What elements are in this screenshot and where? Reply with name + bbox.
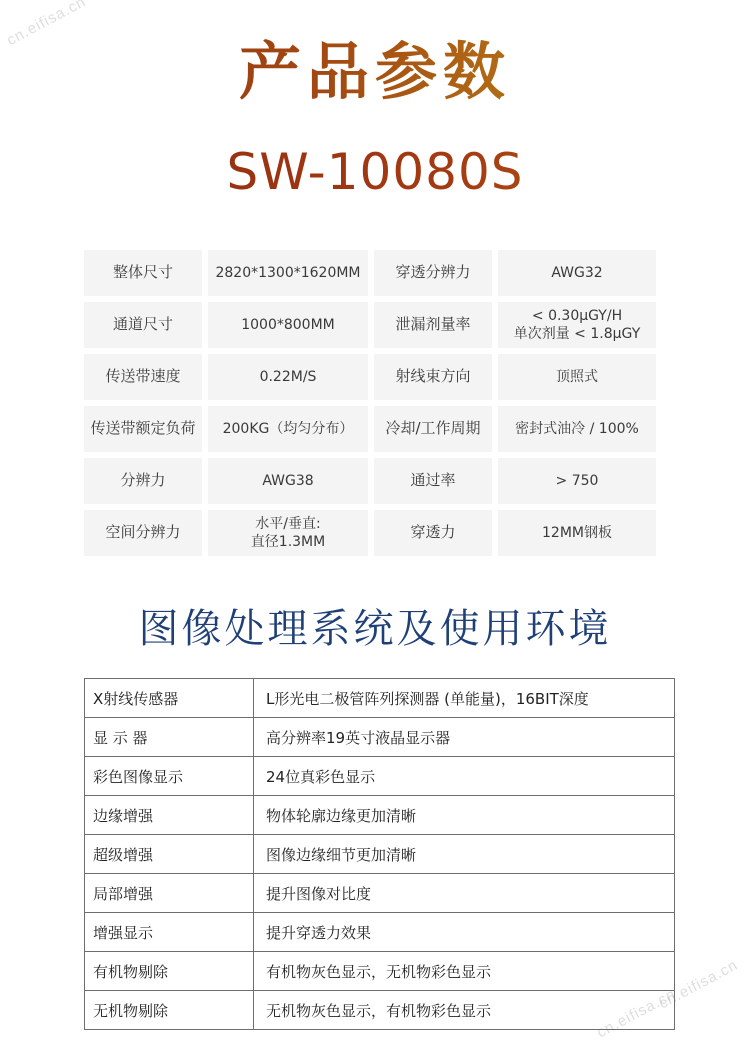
- spec-grid: [84, 250, 676, 562]
- spec-value: AWG38: [208, 458, 368, 504]
- spec-label: 通道尺寸: [84, 302, 202, 348]
- spec-label: 传送带额定负荷: [84, 406, 202, 452]
- table-value: 提升图像对比度: [254, 874, 675, 913]
- table-key: 彩色图像显示: [85, 757, 254, 796]
- spec-label: 通过率: [374, 458, 492, 504]
- table-value: 无机物灰色显示，有机物彩色显示: [254, 991, 675, 1030]
- table-row: [85, 679, 675, 718]
- spec-value: 1000*800MM: [208, 302, 368, 348]
- table-key: 局部增强: [85, 874, 254, 913]
- table-key: X射线传感器: [85, 679, 254, 718]
- table-key: 超级增强: [85, 835, 254, 874]
- table-row: [85, 874, 675, 913]
- spec-value: [498, 302, 656, 348]
- table-row: [85, 718, 675, 757]
- spec-value-line: 水平/垂直:: [255, 515, 321, 532]
- spec-value: 2820*1300*1620MM: [208, 250, 368, 296]
- table-key: 边缘增强: [85, 796, 254, 835]
- table-row: [85, 796, 675, 835]
- table-value: 提升穿透力效果: [254, 913, 675, 952]
- spec-value: > 750: [498, 458, 656, 504]
- table-key: 显 示 器: [85, 718, 254, 757]
- spec-value: 0.22M/S: [208, 354, 368, 400]
- spec-label: 整体尺寸: [84, 250, 202, 296]
- spec-label: 穿透分辨力: [374, 250, 492, 296]
- table-row: [85, 835, 675, 874]
- table-value: 图像边缘细节更加清晰: [254, 835, 675, 874]
- table-value: 24位真彩色显示: [254, 757, 675, 796]
- spec-label: 穿透力: [374, 510, 492, 556]
- spec-label: 传送带速度: [84, 354, 202, 400]
- spec-value: 200KG（均匀分布）: [208, 406, 368, 452]
- spec-value: 密封式油冷 / 100%: [498, 406, 656, 452]
- table-row: [85, 757, 675, 796]
- spec-value-line: < 0.30μGY/H: [531, 307, 623, 324]
- environment-table: [84, 678, 675, 1030]
- spec-row: [84, 510, 676, 556]
- spec-row: [84, 354, 676, 400]
- table-value: 高分辨率19英寸液晶显示器: [254, 718, 675, 757]
- spec-value-line: 单次剂量 < 1.8μGY: [513, 326, 641, 342]
- spec-value: 12MM钢板: [498, 510, 656, 556]
- spec-value: [208, 510, 368, 556]
- table-value: L形光电二极管阵列探测器 (单能量)，16BIT深度: [254, 679, 675, 718]
- spec-row: [84, 250, 676, 296]
- spec-row: [84, 302, 676, 348]
- table-row: [85, 913, 675, 952]
- spec-label: 空间分辨力: [84, 510, 202, 556]
- watermark: cn.eifisa.cn: [656, 956, 741, 1013]
- spec-label: 泄漏剂量率: [374, 302, 492, 348]
- spec-value: AWG32: [498, 250, 656, 296]
- table-value: 有机物灰色显示，无机物彩色显示: [254, 952, 675, 991]
- page-title: 产品参数: [0, 22, 750, 111]
- spec-label: 冷却/工作周期: [374, 406, 492, 452]
- table-row: [85, 952, 675, 991]
- spec-value-line: 直径1.3MM: [250, 534, 326, 550]
- spec-label: 分辨力: [84, 458, 202, 504]
- spec-label: 射线束方向: [374, 354, 492, 400]
- table-value: 物体轮廓边缘更加清晰: [254, 796, 675, 835]
- table-key: 增强显示: [85, 913, 254, 952]
- watermark: cn.eifisa.cn: [594, 985, 679, 1041]
- table-key: 有机物剔除: [85, 952, 254, 991]
- section-title: 图像处理系统及使用环境: [138, 606, 612, 652]
- spec-row: [84, 406, 676, 452]
- table-key: 无机物剔除: [85, 991, 254, 1030]
- spec-row: [84, 458, 676, 504]
- table-row: [85, 991, 675, 1030]
- spec-value: 顶照式: [498, 354, 656, 400]
- model-number: SW-10080S: [0, 143, 750, 201]
